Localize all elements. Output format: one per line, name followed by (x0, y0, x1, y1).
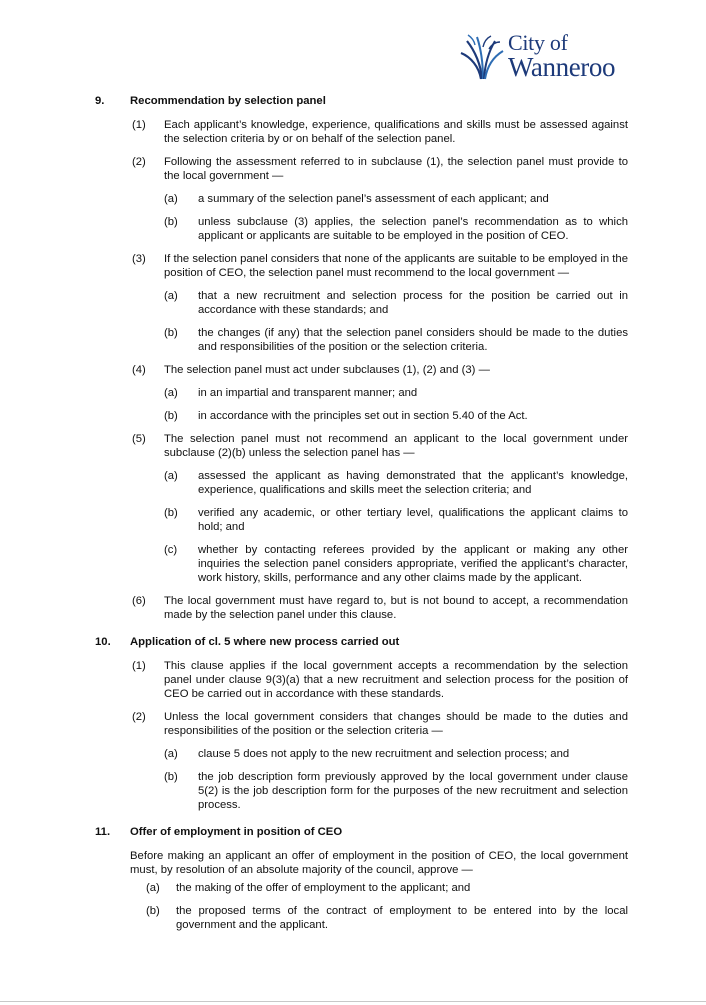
paragraph-text: unless subclause (3) applies, the selection panel’s recommendation as to which applicant or applicants are suitable to be employed in the position of CEO. (198, 216, 628, 242)
paragraph-marker: (b) (164, 410, 178, 422)
subclause-marker: (2) (132, 711, 146, 723)
section-title: Recommendation by selection panel (130, 95, 326, 107)
subclause (0, 118, 706, 146)
subclause-marker: (4) (132, 364, 146, 376)
paragraph-text: in accordance with the principles set out in section 5.40 of the Act. (198, 410, 528, 422)
subclause-marker: (3) (132, 253, 146, 265)
subclause-marker: (1) (132, 119, 146, 131)
paragraph-text: that a new recruitment and selection process for the position be carried out in accordance with these standards; and (198, 290, 628, 316)
paragraph-marker: (b) (146, 905, 160, 917)
subclause (0, 252, 706, 280)
section-heading (0, 94, 706, 108)
paragraph-marker: (a) (146, 882, 160, 894)
page-bottom-edge (0, 1001, 706, 1002)
subclause-marker: (6) (132, 595, 146, 607)
paragraph (0, 747, 706, 761)
paragraph (0, 192, 706, 206)
subclause-text: This clause applies if the local government accepts a recommendation by the selection panel under clause 9(3)(a) that a new recruitment and selection process for the position of CEO be carried out in accordance with these standards. (164, 660, 628, 700)
paragraph-marker: (a) (164, 193, 178, 205)
subclause (0, 155, 706, 183)
subclause (0, 659, 706, 701)
city-of-wanneroo-logo (459, 31, 634, 81)
paragraph (0, 506, 706, 534)
subclause (0, 432, 706, 460)
subclause-text: Each applicant’s knowledge, experience, qualifications and skills must be assessed against the selection criteria by or on behalf of the selection panel. (164, 119, 628, 145)
paragraph-text: the changes (if any) that the selection panel considers should be made to the duties and responsibilities of the position or the selection criteria. (198, 327, 628, 353)
logo-line-1: City of (508, 30, 568, 55)
paragraph (0, 881, 706, 895)
subclause-text: The selection panel must not recommend an applicant to the local government under subclause (2)(b) unless the selection panel has — (164, 433, 628, 459)
paragraph-text: the making of the offer of employment to the applicant; and (176, 882, 471, 894)
paragraph-marker: (b) (164, 771, 178, 783)
paragraph (0, 409, 706, 423)
section-intro: Before making an applicant an offer of employment in the position of CEO, the local government must, by resolution of an absolute majority of the council, approve — (130, 850, 628, 876)
subclause-marker: (2) (132, 156, 146, 168)
subclause-text: The local government must have regard to, but is not bound to accept, a recommendation made by the selection panel under this clause. (164, 595, 628, 621)
paragraph-text: verified any academic, or other tertiary level, qualifications the applicant claims to hold; and (198, 507, 628, 533)
section-number: 11. (95, 826, 111, 838)
paragraph-marker: (c) (164, 544, 178, 556)
subclause-text: If the selection panel considers that none of the applicants are suitable to be employed in the position of CEO, the selection panel must recommend to the local government — (164, 253, 628, 279)
section-number: 10. (95, 636, 111, 648)
paragraph-marker: (a) (164, 290, 178, 302)
section-heading (0, 635, 706, 649)
paragraph-text: assessed the applicant as having demonstrated that the applicant’s knowledge, experience, qualifications and skills meet the selection criteria; and (198, 470, 628, 496)
paragraph (0, 469, 706, 497)
subclause-text: The selection panel must act under subclauses (1), (2) and (3) — (164, 364, 490, 376)
paragraph-text: the proposed terms of the contract of employment to be entered into by the local government and the applicant. (176, 905, 628, 931)
paragraph-text: whether by contacting referees provided by the applicant or making any other inquiries the selection panel considers appropriate, verified the applicant’s character, work history, skills, performance and any other claims made by the applicant. (198, 544, 628, 584)
paragraph-marker: (b) (164, 507, 178, 519)
grass-tree-logo-icon (459, 33, 505, 81)
paragraph (0, 289, 706, 317)
paragraph-marker: (b) (164, 327, 178, 339)
paragraph (0, 770, 706, 812)
document-body (0, 94, 706, 941)
paragraph (0, 904, 706, 932)
paragraph (0, 326, 706, 354)
section-title: Offer of employment in position of CEO (130, 826, 343, 838)
paragraph-marker: (a) (164, 748, 178, 760)
subclause-text: Following the assessment referred to in subclause (1), the selection panel must provide to the local government — (164, 156, 628, 182)
subclause (0, 594, 706, 622)
paragraph-marker: (a) (164, 387, 178, 399)
subclause (0, 710, 706, 738)
logo-line-2: Wanneroo (508, 52, 616, 82)
paragraph-marker: (a) (164, 470, 178, 482)
paragraph-text: a summary of the selection panel’s assessment of each applicant; and (198, 193, 549, 205)
paragraph-text: in an impartial and transparent manner; and (198, 387, 418, 399)
subclause-text: Unless the local government considers that changes should be made to the duties and responsibilities of the position or the selection criteria — (164, 711, 628, 737)
paragraph (0, 215, 706, 243)
paragraph (0, 543, 706, 585)
paragraph-marker: (b) (164, 216, 178, 228)
section-number: 9. (95, 95, 105, 107)
paragraph (0, 386, 706, 400)
paragraph-text: the job description form previously approved by the local government under clause 5(2) is the job description form for the purposes of the new recruitment and selection process. (198, 771, 628, 811)
paragraph-text: clause 5 does not apply to the new recruitment and selection process; and (198, 748, 570, 760)
subclause-marker: (5) (132, 433, 146, 445)
subclause-marker: (1) (132, 660, 146, 672)
subclause (0, 363, 706, 377)
section-title: Application of cl. 5 where new process carried out (130, 636, 400, 648)
section-heading (0, 825, 706, 839)
